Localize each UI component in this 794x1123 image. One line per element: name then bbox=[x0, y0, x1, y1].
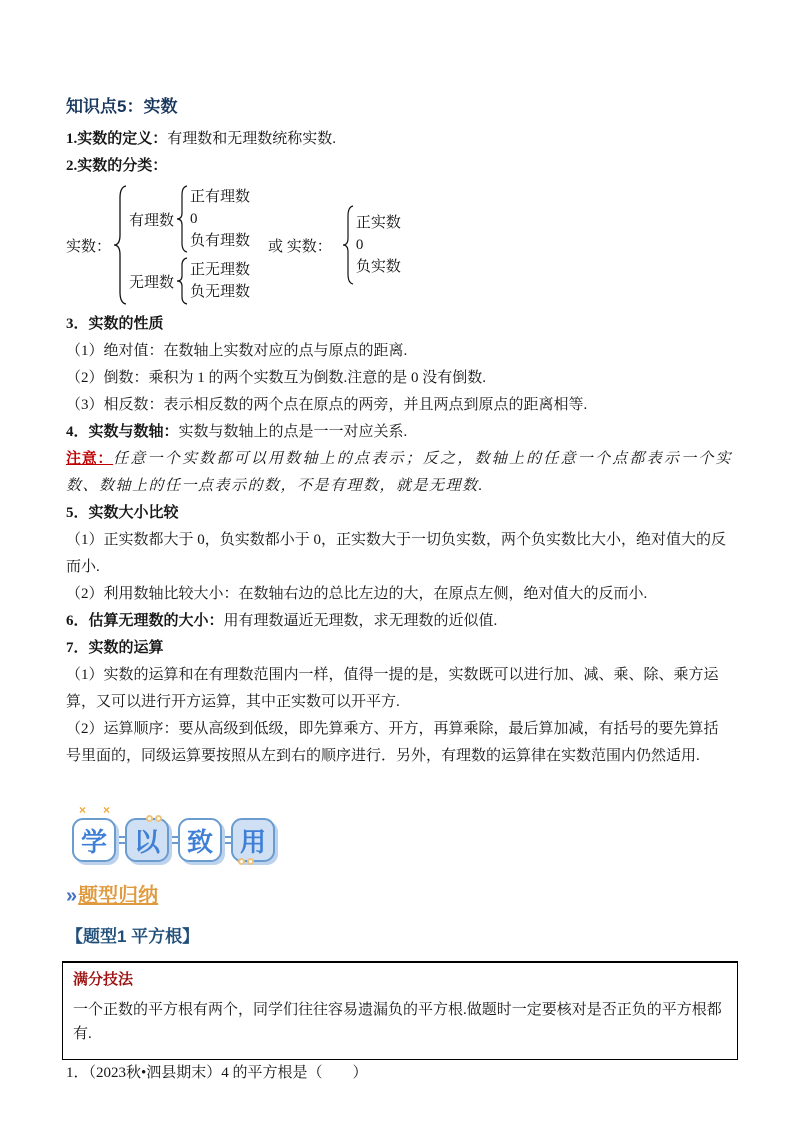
section3-item: （2）倒数：乘积为 1 的两个实数互为倒数.注意的是 0 没有倒数. bbox=[66, 370, 487, 386]
section6-paragraph bbox=[66, 608, 732, 635]
badge-char: 用 bbox=[239, 826, 266, 857]
tip-box-body: 一个正数的平方根有两个，同学们往往容易遗漏负的平方根.做题时一定要核对是否正负的平方根都有. bbox=[73, 1002, 722, 1042]
sign-items bbox=[356, 212, 401, 278]
section5-item: （2）利用数轴比较大小：在数轴右边的总比左边的大，在原点左侧，绝对值大的反而小. bbox=[66, 586, 648, 602]
badge-char: 致 bbox=[186, 826, 213, 857]
dots-icon bbox=[238, 858, 254, 865]
classification-label-paragraph bbox=[66, 153, 732, 180]
classification-label: 2.实数的分类： bbox=[66, 158, 168, 174]
note-paragraph bbox=[66, 446, 732, 500]
note-text: 任意一个实数都可以用数轴上的点表示；反之，数轴上的任意一个点都表示一个实数、数轴上的任一点表示的数，不是有理数，就是无理数. bbox=[66, 451, 732, 494]
tip-box bbox=[62, 961, 738, 1060]
diagram-item: 0 bbox=[190, 211, 198, 227]
diagram-item: 负实数 bbox=[355, 259, 401, 275]
catalog-label: 题型归纳 bbox=[78, 885, 159, 907]
problem-type-title: 【题型1 平方根】 bbox=[66, 927, 200, 946]
curly-brace-icon bbox=[176, 257, 188, 305]
note-label: 注意： bbox=[66, 451, 114, 467]
definition-label: 1.实数的定义： bbox=[66, 131, 168, 147]
section6-text: 用有理数逼近无理数，求无理数的近似值. bbox=[223, 613, 498, 629]
knowledge-point-heading: 知识点5：实数 bbox=[66, 97, 178, 116]
classification-diagram bbox=[66, 185, 732, 305]
diagram-item: 正无理数 bbox=[190, 262, 251, 278]
section3-item: （3）相反数：表示相反数的两个点在原点的两旁，并且两点到原点的距离相等. bbox=[66, 397, 588, 413]
badge-char: 学 bbox=[80, 826, 107, 857]
section4-label: 4．实数与数轴： bbox=[66, 424, 179, 440]
section6-label: 6．估算无理数的大小： bbox=[66, 613, 224, 629]
irrational-group bbox=[129, 257, 250, 305]
diagram-item: 正有理数 bbox=[190, 189, 251, 205]
irrational-label: 无理数 bbox=[129, 274, 175, 291]
definition-text: 有理数和无理数统称实数. bbox=[167, 131, 337, 147]
question-1: 1．（2023秋•泗县期末）4 的平方根是（ ） bbox=[66, 1065, 368, 1081]
rational-items bbox=[190, 186, 250, 252]
rational-label: 有理数 bbox=[129, 212, 175, 229]
section7-item: （1）实数的运算和在有理数范围内一样，值得一提的是，实数既可以进行加、减、乘、除、乘方运算，又可以进行开方运算，其中正实数可以开平方. bbox=[66, 667, 719, 710]
curly-brace-icon bbox=[342, 205, 354, 285]
section7-title: 7．实数的运算 bbox=[66, 640, 164, 656]
curly-brace-icon bbox=[176, 185, 188, 253]
badge-tile bbox=[125, 818, 169, 862]
section5-item: （1）正实数都大于 0，负实数都小于 0，正实数大于一切负实数，两个负实数比大小，绝对值大的反而小. bbox=[66, 532, 727, 575]
badge-tile bbox=[178, 818, 222, 862]
section4-paragraph bbox=[66, 419, 732, 446]
catalog-heading bbox=[66, 879, 732, 908]
xue-yi-zhi-yong-badge bbox=[72, 803, 732, 862]
section5-title: 5．实数大小比较 bbox=[66, 505, 179, 521]
section7-item: （2）运算顺序：要从高级到低级，即先算乘方、开方，再算乘除，最后算加减，有括号的要先算括号里面的，同级运算要按照从左到右的顺序进行．另外，有理数的运算律在实数范围内仍然适用. bbox=[66, 721, 719, 764]
dots-icon bbox=[146, 815, 162, 822]
diagram-item: 负有理数 bbox=[190, 233, 251, 249]
tip-box-title: 满分技法 bbox=[73, 972, 134, 988]
badge-connector-icon bbox=[169, 836, 178, 844]
definition-paragraph bbox=[66, 126, 732, 153]
badge-char: 以 bbox=[133, 826, 160, 857]
diagram-item: 负无理数 bbox=[190, 284, 251, 300]
diagram-or-label: 或 实数： bbox=[268, 238, 332, 255]
diagram-root-label: 实数： bbox=[66, 238, 112, 255]
sparkle-x-icon: × × bbox=[79, 803, 119, 817]
badge-tile bbox=[231, 818, 275, 862]
badge-connector-icon bbox=[116, 836, 125, 844]
diagram-item: 0 bbox=[355, 237, 364, 253]
double-angle-icon: » bbox=[66, 885, 78, 907]
badge-tile bbox=[72, 803, 119, 862]
diagram-item: 正实数 bbox=[355, 215, 401, 231]
badge-connector-icon bbox=[222, 836, 231, 844]
rational-group bbox=[129, 185, 250, 253]
section4-text: 实数与数轴上的点是一一对应关系. bbox=[178, 424, 408, 440]
irrational-items bbox=[190, 259, 250, 303]
curly-brace-icon bbox=[113, 185, 127, 305]
section3-title: 3．实数的性质 bbox=[66, 316, 164, 332]
section3-item: （1）绝对值：在数轴上实数对应的点与原点的距离. bbox=[66, 343, 408, 359]
